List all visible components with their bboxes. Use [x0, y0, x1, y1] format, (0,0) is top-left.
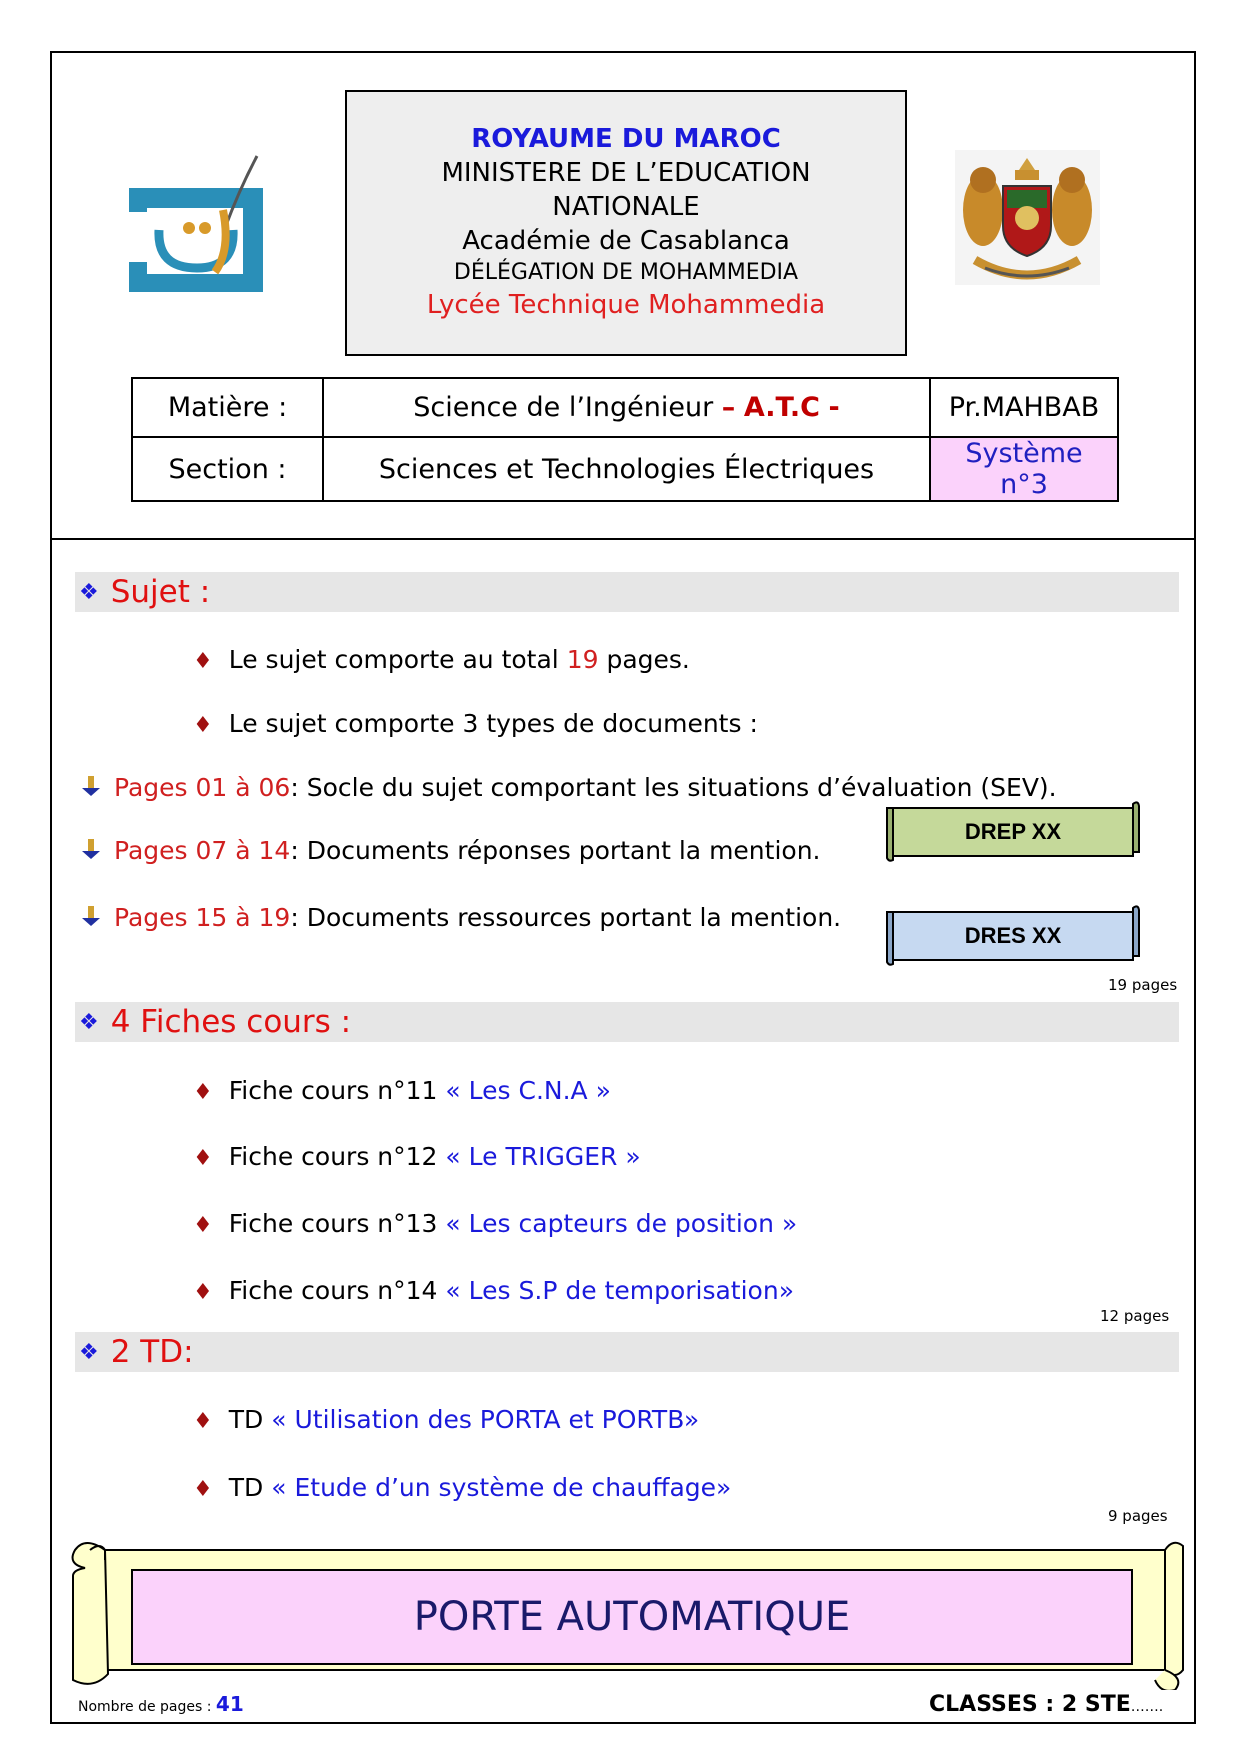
page-range-description: : Documents réponses portant la mention. — [290, 836, 821, 865]
quote-open: « — [445, 1209, 461, 1238]
country-name: ROYAUME DU MAROC — [471, 124, 781, 154]
matiere-value-cell — [323, 378, 930, 437]
diamond-icon: ♦ — [193, 1280, 213, 1305]
fiche-label: Fiche cours n°13 — [228, 1209, 438, 1238]
td-title: Utilisation des PORTA et PORTB — [294, 1405, 684, 1434]
quote-close: » — [683, 1405, 700, 1434]
td-title: Etude d’un système de chauffage — [294, 1473, 717, 1502]
section-value: Sciences et Technologies Électriques — [323, 437, 930, 501]
list-item — [193, 1209, 797, 1238]
matiere-dash-right: - — [828, 392, 840, 423]
page-range: Pages 15 à 19 — [114, 903, 291, 932]
matiere-dash-left: – — [721, 392, 736, 423]
dres-scroll-label — [885, 904, 1140, 968]
section-header-fiches — [75, 1002, 1179, 1042]
page-count-footer — [78, 1692, 244, 1716]
header-separator — [50, 538, 1196, 540]
fiche-label: Fiche cours n°14 — [228, 1276, 438, 1305]
diamond-icon: ♦ — [193, 713, 213, 738]
arrow-down-icon — [80, 906, 102, 928]
section-label: Section : — [132, 437, 323, 501]
page-range-line — [80, 836, 820, 865]
bullet-text-end: pages. — [606, 645, 690, 674]
fiche-title: Les capteurs de position — [468, 1209, 774, 1238]
page-range-description: : Socle du sujet comportant les situations d’évaluation (SEV). — [290, 773, 1057, 802]
quote-open: « — [271, 1473, 287, 1502]
total-pages-number: 19 — [566, 645, 599, 674]
page-range-line — [80, 903, 841, 932]
drep-scroll-label — [885, 800, 1140, 864]
fiche-title: Le TRIGGER — [468, 1142, 618, 1171]
quote-open: « — [445, 1142, 461, 1171]
list-item — [193, 1473, 731, 1502]
matiere-label: Matière : — [132, 378, 323, 437]
diamond-icon: ♦ — [193, 649, 213, 674]
title-banner-scroll — [60, 1530, 1190, 1690]
system-number: Système n°3 — [930, 437, 1118, 501]
fiche-title: Les C.N.A — [468, 1076, 588, 1105]
page-range-line — [80, 773, 1057, 802]
list-item — [193, 1405, 699, 1434]
drep-label: DREP XX — [964, 819, 1062, 844]
table-row — [132, 378, 1118, 437]
fiche-label: Fiche cours n°11 — [228, 1076, 438, 1105]
quote-open: « — [445, 1276, 461, 1305]
fiche-title: Les S.P de temporisation — [468, 1276, 779, 1305]
professor-name: Pr.MAHBAB — [930, 378, 1118, 437]
section-header-td — [75, 1332, 1179, 1372]
td-label: TD — [228, 1405, 264, 1434]
page-range: Pages 07 à 14 — [114, 836, 291, 865]
sujet-pages-note: 19 pages — [1108, 976, 1178, 994]
diamond-icon: ♦ — [193, 1477, 213, 1502]
royal-coat-of-arms-icon — [955, 150, 1100, 285]
page-range: Pages 01 à 06 — [114, 773, 291, 802]
bullet-text: Le sujet comporte 3 types de documents : — [228, 709, 758, 738]
td-pages-note: 9 pages — [1108, 1507, 1168, 1525]
list-item — [193, 1076, 611, 1105]
table-row — [132, 437, 1118, 501]
page-range-description: : Documents ressources portant la mention. — [290, 903, 842, 932]
ministry-line-1: MINISTERE DE L’EDUCATION — [441, 158, 811, 188]
diamond-bullet-icon: ❖ — [79, 1340, 99, 1365]
quote-open: « — [445, 1076, 461, 1105]
banner-title: PORTE AUTOMATIQUE — [413, 1594, 851, 1640]
section-header-sujet — [75, 572, 1179, 612]
diamond-bullet-icon: ❖ — [79, 1010, 99, 1035]
pages-value: 41 — [215, 1692, 244, 1716]
list-item — [193, 709, 758, 738]
diamond-bullet-icon: ❖ — [79, 580, 99, 605]
arrow-down-icon — [80, 776, 102, 798]
school-name: Lycée Technique Mohammedia — [426, 290, 826, 320]
diamond-icon: ♦ — [193, 1409, 213, 1434]
fiches-pages-note: 12 pages — [1100, 1307, 1170, 1325]
quote-close: » — [778, 1276, 794, 1305]
fiche-label: Fiche cours n°12 — [228, 1142, 438, 1171]
list-item — [193, 1276, 794, 1305]
ministry-logo-icon — [127, 150, 267, 295]
section-title: 2 TD: — [110, 1334, 194, 1370]
matiere-code: A.T.C — [743, 392, 820, 423]
arrow-down-icon — [80, 839, 102, 861]
course-info-table — [131, 377, 1119, 502]
quote-open: « — [271, 1405, 287, 1434]
matiere-value: Science de l’Ingénieur — [413, 392, 714, 423]
academy-name: Académie de Casablanca — [462, 226, 790, 256]
dres-label: DRES XX — [964, 923, 1062, 948]
section-title: 4 Fiches cours : — [110, 1004, 352, 1040]
classes-label: CLASSES : 2 STE — [929, 1692, 1131, 1717]
institution-title-box — [345, 90, 907, 356]
diamond-icon: ♦ — [193, 1146, 213, 1171]
classes-dots: ……. — [1130, 1699, 1164, 1715]
quote-close: » — [781, 1209, 798, 1238]
bullet-text: Le sujet comporte au total — [228, 645, 559, 674]
pages-label: Nombre de pages : — [78, 1699, 212, 1715]
list-item — [193, 645, 690, 674]
td-label: TD — [228, 1473, 264, 1502]
ministry-line-2: NATIONALE — [552, 192, 700, 222]
list-item — [193, 1142, 641, 1171]
quote-close: » — [595, 1076, 611, 1105]
diamond-icon: ♦ — [193, 1213, 213, 1238]
quote-close: » — [716, 1473, 732, 1502]
section-title: Sujet : — [110, 574, 211, 610]
classes-footer — [929, 1692, 1163, 1717]
quote-close: » — [625, 1142, 641, 1171]
diamond-icon: ♦ — [193, 1080, 213, 1105]
delegation-name: DÉLÉGATION DE MOHAMMEDIA — [453, 260, 799, 285]
